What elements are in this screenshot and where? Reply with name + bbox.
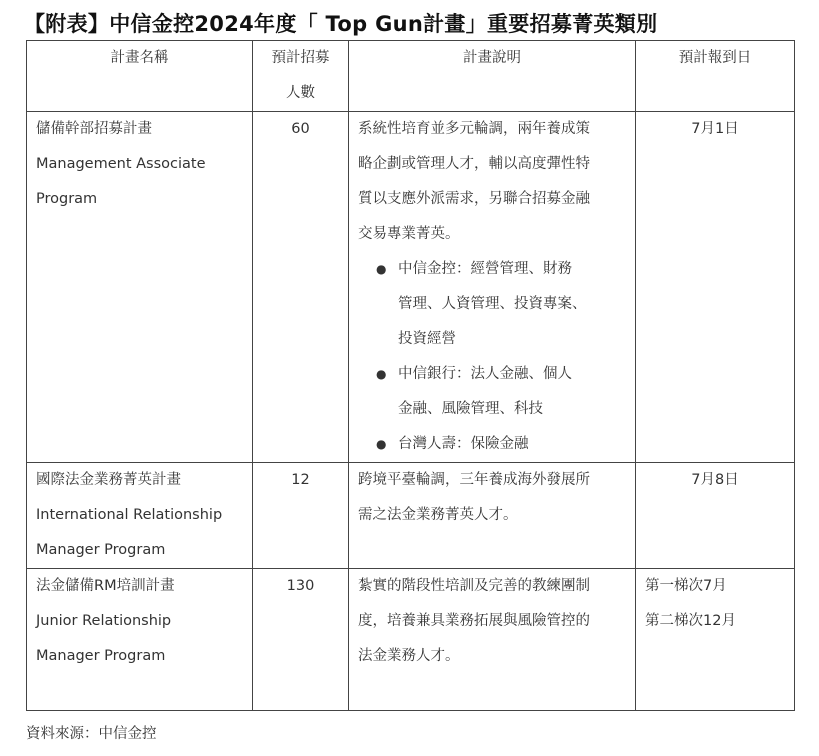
plan-name-cell bbox=[27, 569, 253, 711]
header-headcount-line1: 預計招募 bbox=[271, 50, 330, 66]
header-plan-name: 計畫名稱 bbox=[27, 41, 253, 112]
description-line: 法金業務人才。 bbox=[358, 648, 460, 664]
description-line: 度，培養兼具業務拓展與風險管控的 bbox=[358, 613, 590, 629]
report-date-cell bbox=[636, 463, 795, 569]
plan-name-en: Program bbox=[36, 191, 98, 207]
report-date-line: 7月1日 bbox=[691, 121, 739, 137]
bullet-icon: ● bbox=[376, 367, 387, 381]
plan-name-cell bbox=[27, 463, 253, 569]
table-header-row bbox=[27, 41, 795, 112]
bullet-line: 投資經營 bbox=[398, 331, 456, 347]
report-date-line: 第二梯次12月 bbox=[645, 613, 736, 629]
plan-name-en: Junior Relationship bbox=[36, 613, 172, 629]
headcount-cell: 12 bbox=[253, 463, 349, 569]
header-headcount-line2: 人數 bbox=[286, 85, 315, 101]
description-cell bbox=[349, 463, 636, 569]
description-line: 跨境平臺輪調，三年養成海外發展所 bbox=[358, 472, 590, 488]
description-line: 質以支應外派需求，另聯合招募金融 bbox=[358, 191, 590, 207]
headcount-cell: 130 bbox=[253, 569, 349, 711]
plan-name-en: International Relationship bbox=[36, 507, 223, 523]
description-cell bbox=[349, 569, 636, 711]
description-cell bbox=[349, 112, 636, 463]
plan-name-en: Manager Program bbox=[36, 648, 166, 664]
report-date-line: 7月8日 bbox=[691, 472, 739, 488]
description-line: 需之法金業務菁英人才。 bbox=[358, 507, 518, 523]
bullet-icon: ● bbox=[376, 262, 387, 276]
bullet-line: 中信銀行：法人金融、個人 bbox=[398, 366, 572, 382]
plan-name-cell bbox=[27, 112, 253, 463]
report-date-cell bbox=[636, 569, 795, 711]
description-line: 紮實的階段性培訓及完善的教練團制 bbox=[358, 578, 590, 594]
subsidiary-bullet-list bbox=[358, 252, 626, 462]
bullet-line: 台灣人壽：保險金融 bbox=[398, 436, 529, 452]
plan-name-en: Management Associate bbox=[36, 156, 206, 172]
table-row bbox=[27, 463, 795, 569]
bullet-line: 管理、人資管理、投資專案、 bbox=[398, 296, 587, 312]
list-item bbox=[376, 427, 626, 462]
description-line: 系統性培育並多元輪調，兩年養成策 bbox=[358, 121, 590, 137]
header-report-date: 預計報到日 bbox=[636, 41, 795, 112]
source-note: 資料來源：中信金控 bbox=[26, 726, 157, 742]
bullet-line: 金融、風險管理、科技 bbox=[398, 401, 543, 417]
list-item bbox=[376, 357, 626, 427]
header-description: 計畫說明 bbox=[349, 41, 636, 112]
list-item bbox=[376, 252, 626, 357]
header-headcount bbox=[253, 41, 349, 112]
report-date-line: 第一梯次7月 bbox=[645, 578, 727, 594]
headcount-cell: 60 bbox=[253, 112, 349, 463]
description-line: 交易專業菁英。 bbox=[358, 226, 460, 242]
bullet-line: 中信金控：經營管理、財務 bbox=[398, 261, 572, 277]
table-row bbox=[27, 569, 795, 711]
plan-name-zh: 法金儲備RM培訓計畫 bbox=[36, 578, 175, 594]
page-title: 【附表】中信金控2024年度「 Top Gun計畫」重要招募菁英類別 bbox=[24, 12, 658, 36]
report-date-cell bbox=[636, 112, 795, 463]
bullet-icon: ● bbox=[376, 437, 387, 451]
table-row bbox=[27, 112, 795, 463]
plan-name-zh: 國際法金業務菁英計畫 bbox=[36, 472, 181, 488]
plan-name-zh: 儲備幹部招募計畫 bbox=[36, 121, 152, 137]
description-line: 略企劃或管理人才，輔以高度彈性特 bbox=[358, 156, 590, 172]
plan-name-en: Manager Program bbox=[36, 542, 166, 558]
recruitment-table bbox=[26, 40, 795, 711]
